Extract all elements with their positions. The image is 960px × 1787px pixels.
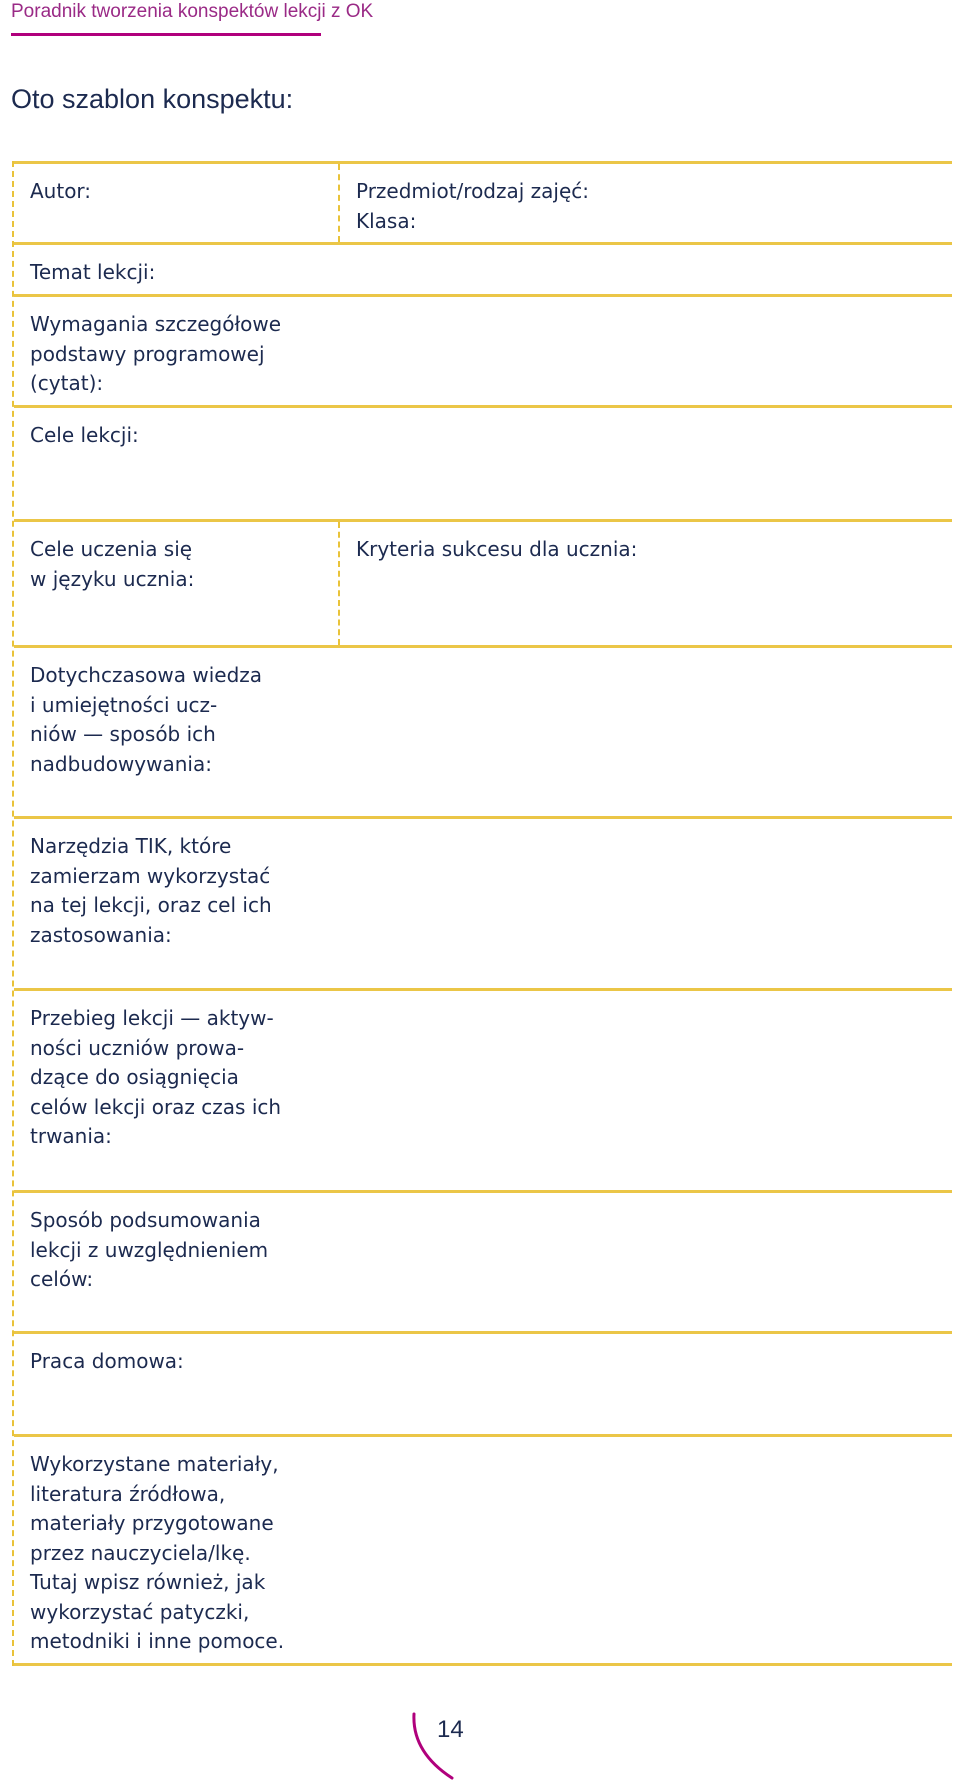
field-label-homework: Praca domowa: [30, 1349, 184, 1373]
field-label-learning-goals: Cele uczenia się w języku ucznia: [30, 537, 195, 591]
form-row-author [14, 161, 952, 242]
field-label-subject-class: Przedmiot/rodzaj zajęć: Klasa: [338, 164, 952, 242]
field-label-author: Autor: [30, 179, 92, 203]
form-row-ict-tools [14, 816, 952, 988]
field-area-prior-knowledge[interactable] [338, 648, 952, 816]
field-area-summary[interactable] [338, 1193, 952, 1331]
form-row-topic [14, 242, 952, 294]
field-label-summary: Sposób podsumowania lekcji z uwzględnieniem celów: [30, 1208, 269, 1291]
form-row-homework [14, 1331, 952, 1434]
field-label-materials: Wykorzystane materiały, literatura źródłowa, materiały przygotowane przez nauczyciela/lkę. Tutaj wpisz również, jak wykorzystać patyczki, metodniki i inne pomoce. [30, 1452, 285, 1653]
running-header: Poradnik tworzenia konspektów lekcji z OK [11, 1, 374, 22]
field-label-requirements: Wymagania szczegółowe podstawy programowej (cytat): [30, 312, 282, 395]
form-row-summary [14, 1190, 952, 1331]
form-row-lesson-flow [14, 988, 952, 1190]
field-area-ict-tools[interactable] [338, 819, 952, 988]
intro-heading: Oto szablon konspektu: [11, 84, 294, 114]
field-area-topic[interactable] [338, 245, 952, 294]
form-row-prior-knowledge [14, 645, 952, 816]
field-area-requirements[interactable] [338, 297, 952, 405]
header-rule [11, 33, 321, 36]
field-label-goals: Cele lekcji: [30, 423, 139, 447]
field-label-lesson-flow: Przebieg lekcji — aktyw- ności uczniów prowa- dzące do osiągnięcia celów lekcji oraz czas ich trwania: [30, 1006, 282, 1148]
field-area-homework[interactable] [338, 1334, 952, 1434]
field-label-ict-tools: Narzędzia TIK, które zamierzam wykorzystać na tej lekcji, oraz cel ich zastosowania: [30, 834, 272, 947]
field-label-success-criteria: Kryteria sukcesu dla ucznia: [338, 522, 952, 645]
lesson-plan-form [12, 161, 952, 1666]
field-area-lesson-flow[interactable] [338, 991, 952, 1190]
form-row-goals [14, 405, 952, 519]
form-row-learning-goals [14, 519, 952, 645]
form-row-materials [14, 1434, 952, 1666]
field-area-goals[interactable] [338, 408, 952, 519]
form-row-requirements [14, 294, 952, 405]
page-number: 14 [437, 1716, 464, 1743]
field-area-materials[interactable] [338, 1437, 952, 1663]
field-label-topic: Temat lekcji: [30, 260, 156, 284]
field-label-prior-knowledge: Dotychczasowa wiedza i umiejętności ucz- niów — sposób ich nadbudowywania: [30, 663, 263, 776]
